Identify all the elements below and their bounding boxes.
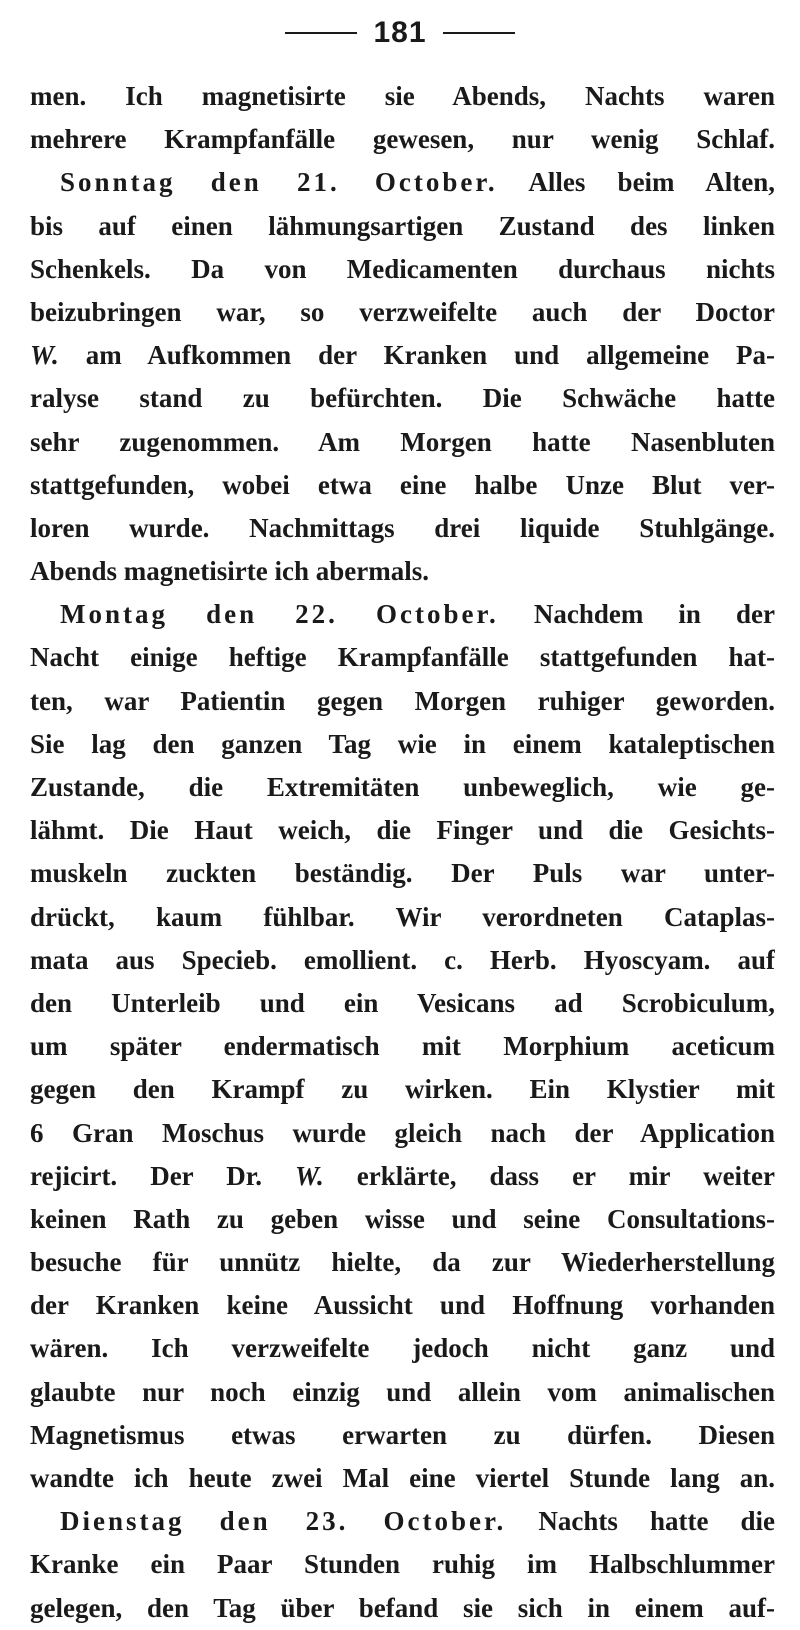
text-line: ten, war Patientin gegen Morgen ruhiger geworden. [30,685,775,716]
italic-initial: W. [295,1160,324,1191]
text-line: der Kranken keine Aussicht und Hoffnung vorhanden [30,1290,775,1321]
date-heading-tuesday: Dienstag den 23. October. [60,1506,507,1537]
text-line [30,334,775,377]
italic-initial: W. [30,340,59,371]
text-fragment: Alles beim Alten, [528,167,775,198]
text-line [30,1500,775,1543]
text-line: Sie lag den ganzen Tag wie in einem kataleptischen [30,728,775,759]
text-fragment: Nachts hatte die [538,1506,775,1537]
date-heading-sunday: Sonntag den 21. October. [60,167,498,198]
text-line: Kranke ein Paar Stunden ruhig im Halbschlummer [30,1549,775,1580]
text-line: Zustande, die Extremitäten unbeweglich, wie ge- [30,772,775,802]
header-rule-right [443,32,515,34]
text-line: mata aus Specieb. emollient. c. Herb. Hyoscyam. auf [30,944,775,975]
text-line: gelegen, den Tag über befand sie sich in einem auf- [30,1592,775,1623]
text-line: Magnetismus etwas erwarten zu dürfen. Diesen [30,1419,775,1450]
text-fragment: rejicirt. Der Dr. [30,1160,262,1191]
text-line: ralyse stand zu befürchten. Die Schwäche hatte [30,383,775,414]
text-line: bis auf einen lähmungsartigen Zustand des linken [30,210,775,241]
text-line: wären. Ich verzweifelte jedoch nicht ganz und [30,1333,775,1364]
text-line: lähmt. Die Haut weich, die Finger und die Gesichts- [30,815,775,846]
text-line: Schenkels. Da von Medicamenten durchaus nichts [30,253,775,284]
text-line: stattgefunden, wobei etwa eine halbe Unze Blut ver- [30,469,775,500]
text-line: 6 Gran Moschus wurde gleich nach der Application [30,1117,775,1148]
text-line: drückt, kaum fühlbar. Wir verordneten Cataplas- [30,901,775,932]
page-number: 181 [373,16,427,49]
text-line: besuche für unnütz hielte, da zur Wiederherstellung [30,1247,775,1278]
text-line: beizubringen war, so verzweifelte auch der Doctor [30,296,775,327]
text-line: mehrere Krampfanfälle gewesen, nur wenig Schlaf. [30,124,775,155]
text-line: wandte ich heute zwei Mal eine viertel Stunde lang an. [30,1463,775,1493]
text-line: um später endermatisch mit Morphium aceticum [30,1031,775,1062]
text-fragment: Nachdem in der [533,599,775,630]
text-line: men. Ich magnetisirte sie Abends, Nachts waren [30,81,775,111]
text-line: Abends magnetisirte ich abermals. [30,556,429,587]
text-line [30,1155,775,1198]
text-fragment: erklärte, dass er mir weiter [356,1160,775,1191]
text-line: keinen Rath zu geben wisse und seine Consultations- [30,1203,775,1234]
text-line [30,593,775,636]
text-line: Nacht einige heftige Krampfanfälle stattgefunden hat- [30,642,775,673]
text-line: loren wurde. Nachmittags drei liquide Stuhlgänge. [30,512,775,543]
page-header [0,8,800,58]
body-text [30,75,775,1630]
text-line: glaubte nur noch einzig und allein vom animalischen [30,1376,775,1407]
text-fragment: am Aufkommen der Kranken und allgemeine Pa- [85,340,775,371]
text-line: sehr zugenommen. Am Morgen hatte Nasenbluten [30,426,775,457]
header-rule-left [285,32,357,34]
date-heading-monday: Montag den 22. October. [60,599,499,630]
text-line: den Unterleib und ein Vesicans ad Scrobiculum, [30,987,775,1018]
text-line: gegen den Krampf zu wirken. Ein Klystier mit [30,1074,775,1105]
text-line: muskeln zuckten beständig. Der Puls war unter- [30,858,775,889]
text-line [30,161,775,204]
